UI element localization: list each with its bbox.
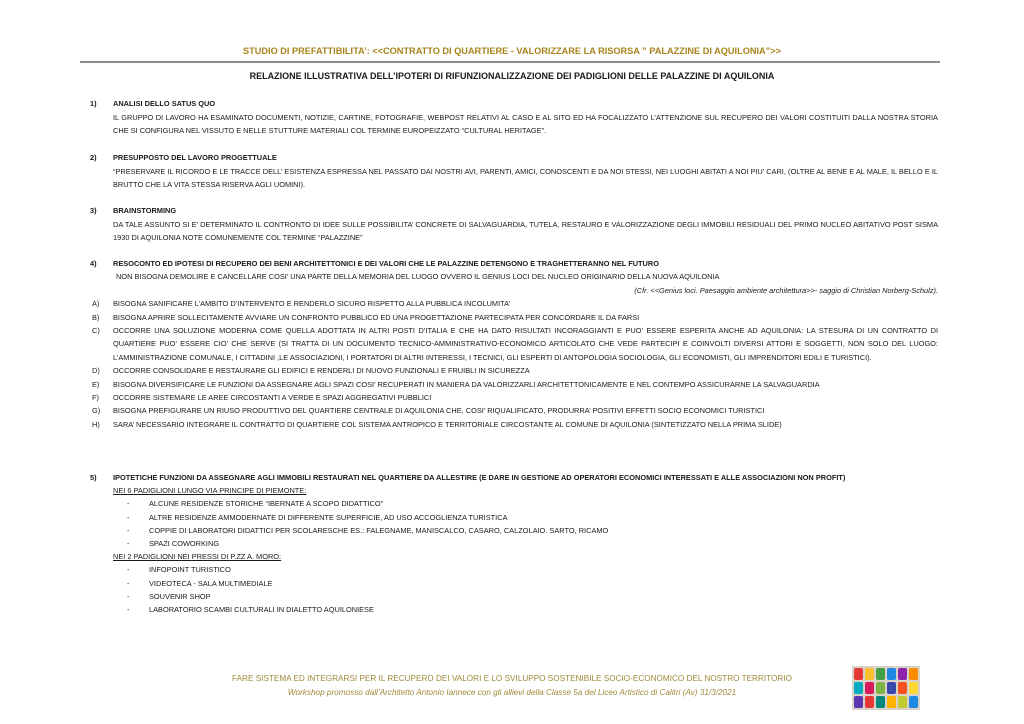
section-number: 4) [90, 259, 97, 268]
list-item [90, 364, 938, 377]
list-item [90, 311, 938, 324]
list-item [90, 577, 938, 590]
puzzle-piece [865, 668, 874, 680]
puzzle-piece [876, 682, 885, 694]
list-item [90, 590, 938, 603]
item-marker: E) [92, 379, 100, 389]
item-text: ALTRE RESIDENZE AMMODERNATE DI DIFFERENTE SUPERFICIE, AD USO ACCOGLIENZA TURISTICA [149, 512, 508, 522]
item-marker: C) [92, 326, 100, 336]
section-heading: BRAINSTORMING [113, 206, 177, 215]
document-subtitle: RELAZIONE ILLUSTRATIVA DELL’IPOTERI DI RIFUNZIONALIZZAZIONE DEI PADIGLIONI DELLE PALAZZINE DI AQUILONIA [249, 71, 775, 81]
list-item [90, 297, 938, 310]
puzzle-piece [887, 682, 896, 694]
section-1 [90, 97, 938, 138]
puzzle-piece [876, 696, 885, 708]
item-marker: D) [92, 366, 100, 376]
footer-slogan: FARE SISTEMA ED INTEGRARSI PER IL RECUPERO DEI VALORI E LO SVILUPPO SOSTENIBILE SOCIO-ECONOMICO DEL NOSTRO TERRITORIO [232, 674, 792, 683]
puzzle-piece [854, 682, 863, 694]
section-heading: PRESUPPOSTO DEL LAVORO PROGETTUALE [113, 153, 277, 162]
section-heading: ANALISI DELLO SATUS QUO [113, 99, 216, 108]
item-text: BISOGNA DIVERSIFICARE LE FUNZIONI DA ASSEGNARE AGLI SPAZI COSI’ RECUPERATI IN MANIERA DA VALORIZZARLI ARCHITETTONICAMENTE E NEL CONTEMPO ASSICURARNE LA SALVAGUARDIA [113, 379, 820, 389]
section-body: “PRESERVARE IL RICORDO E LE TRACCE DELL’ ESISTENZA ESPRESSA NEL PASSATO DAI NOSTRI AVI, PARENTI, AMICI, CONOSCENTI E DA NOI STESSI, NEI LUOGHI ABITATI A NOI PIU’ CARI, (OLTRE AL BENE E AL MALE, IL BELLO E IL BRUTTO CHE LA VITA STESSA RISERVA AGLI UOMINI). [113, 166, 938, 190]
dash-bullet: - [127, 578, 130, 588]
section-body: IL GRUPPO DI LAVORO HA ESAMINATO DOCUMENTI, NOTIZIE, CARTINE, FOTOGRAFIE, WEBPOST RELATIVI AL CASO E AL SITO ED HA FOCALIZZATO L’ATTENZIONE SUL RECUPERO DEI VALORI COSTITUITI DALLA NOSTRA STORIA CHE SI CONFIGURA NEL VISSUTO E NELLE STUTTURE MATERIALI COL TERMINE EUROPEIZZATO “CULTURAL HERITAGE”. [113, 112, 938, 136]
item-marker: F) [92, 393, 99, 403]
footer-credits: Workshop promosso dall’Architetto Antonio Iannece con gli allievi della Classe 5a del Liceo Artistico di Calitri (Av) 31/3/2021 [287, 688, 737, 697]
item-text: COPPIE DI LABORATORI DIDATTICI PER SCOLARESCHE ES.: FALEGNAME, MANISCALCO, CASARO, CALZOLAIO. SARTO, RICAMO [149, 525, 609, 535]
item-text: BISOGNA APRIRE SOLLECITAMENTE AVVIARE UN CONFRONTO PUBBLICO ED UNA PROGETTAZIONE PARTECIPATA PER CONCORDARE IL DA FARSI [113, 312, 640, 322]
section-number: 1) [90, 99, 97, 108]
puzzle-piece [854, 696, 863, 708]
section-4 [90, 257, 938, 431]
group-title: NEI 2 PADIGLIONI NEI PRESSI DI P.ZZ A. MORO: [113, 552, 282, 562]
function-groups [90, 484, 938, 616]
item-marker: G) [92, 406, 101, 416]
puzzle-piece [909, 696, 918, 708]
item-text: INFOPOINT TURISTICO [149, 565, 231, 575]
item-text: BISOGNA PREFIGURARE UN RIUSO PRODUTTIVO DEL QUARTIERE CENTRALE DI AQUILONIA CHE, COSI’ RIQUALIFICATO, PRODURRA’ POSITIVI EFFETTI SOCIO ECONOMICI TURISTICI [113, 406, 765, 416]
item-text: BISOGNA SANIFICARE L’AMBITO D’INTERVENTO E RENDERLO SICURO RISPETTO ALLA PUBBLICA INCOLUMITA’ [113, 299, 511, 309]
list-item [90, 537, 938, 550]
item-text: OCCORRE UNA SOLUZIONE MODERNA COME QUELLA ADOTTATA IN ALTRI POSTI D’ITALIA E CHE HA DATO RISULTATI INCORAGGIANTI E PUO’ ESSERE ESPERITA ANCHE AD AQUILONIA: LA STESURA DI UN CONTRATTO DI QUARTIERE PUO’ ESSERE CIO’ CHE SERVE (SI TRATTA DI UN DOCUMENTO TECNICO-AMMINISTRATIVO-ECONOMICO ARTICOLATO CHE VEDE PARTECIPI E COINVOLTI DIVERSI ATTORI E SOGGETTI, NON SOLO DEL LUOGO: L’AMMINISTRAZIONE COMUNALE, I CITTADINI ,LE ASSOCIAZIONI, I PORTATORI DI ALTRI INTERESSI, I TECNICI, GLI ESPERTI DI ANTOPOLOGIA SOCIOLOGIA, GLI ECONOMISTI, GLI IMPRENDITORI EDILI E TURISTICI). [113, 326, 938, 362]
puzzle-piece [876, 668, 885, 680]
item-text: LABORATORIO SCAMBI CULTURALI IN DIALETTO AQUILONIESE [149, 605, 374, 615]
dash-bullet: - [127, 565, 130, 575]
dash-bullet: - [127, 499, 130, 509]
recommendation-list [90, 297, 938, 431]
list-item [90, 563, 938, 576]
dash-bullet: - [127, 539, 130, 549]
section-body: DA TALE ASSUNTO SI E’ DETERMINATO IL CONTRONTO DI IDEE SULLE POSSIBILITA’ CONCRETE DI SALVAGUARDIA, TUTELA, RESTAURO E VALORIZZAZIONE DEGLI IMMOBILI RESIDUALI DEL PRIMO NUCLEO ABITATIVO POST SISMA 1930 DI AQUILONIA NOTE COMUNEMENTE COL TERMINE “PALAZZINE” [113, 219, 938, 243]
item-text: SPAZI COWORKING [149, 539, 220, 549]
citation: (Cfr. <<Genius loci. Paesaggio ambiente architettura>>- saggio di Christian Norberg-Schulz). [634, 285, 938, 295]
section-heading: RESOCONTO ED IPOTESI DI RECUPERO DEI BENI ARCHITETTONICI E DEI VALORI CHE LE PALAZZINE DETENGONO E TRAGHETTERANNO NEL FUTURO [113, 259, 659, 268]
section-number: 2) [90, 153, 97, 162]
puzzle-piece [865, 696, 874, 708]
section-2 [90, 151, 938, 192]
list-item [90, 378, 938, 391]
section-3 [90, 204, 938, 245]
dash-bullet: - [127, 591, 130, 601]
item-text: VIDEOTECA - SALA MULTIMEDIALE [149, 578, 273, 588]
section-number: 3) [90, 206, 97, 215]
puzzle-piece [854, 668, 863, 680]
puzzle-logo-image [852, 666, 920, 710]
header-divider [80, 61, 940, 63]
section-heading: IPOTETICHE FUNZIONI DA ASSEGNARE AGLI IMMOBILI RESTAURATI NEL QUARTIERE DA ALLESTIRE (E DARE IN GESTIONE AD OPERATORI ECONOMICI INTERESSATI E ALLE ASSOCIAZIONI NON PROFIT) [113, 473, 846, 482]
list-item [90, 404, 938, 417]
dash-bullet: - [127, 525, 130, 535]
document-header-title: STUDIO DI PREFATTIBILITA’: <<CONTRATTO DI QUARTIERE - VALORIZZARE LA RISORSA ” PALAZZINE DI AQUILONIA”>> [243, 46, 781, 56]
puzzle-piece [887, 696, 896, 708]
item-text: OCCORRE CONSOLIDARE E RESTAURARE GLI EDIFICI E RENDERLI DI NUOVO FUNZIONALI E FRUIBLI IN SICUREZZA [113, 366, 530, 376]
puzzle-piece [898, 696, 907, 708]
group-title: NEI 6 PADIGLIONI LUNGO VIA PRINCIPE DI PIEMONTE: [113, 486, 307, 496]
list-item [90, 324, 938, 364]
section-body: NON BISOGNA DEMOLIRE E CANCELLARE COSI’ UNA PARTE DELLA MEMORIA DEL LUOGO OVVERO IL GENIUS LOCI DEL NUCLEO ORIGINARIO DELLA NUOVA AQUILONIA [116, 272, 720, 282]
item-text: ALCUNE RESIDENZE STORICHE “IBERNATE A SCOPO DIDATTICO” [149, 499, 384, 509]
item-text: SOUVENIR SHOP [149, 591, 211, 601]
item-marker: A) [92, 299, 100, 309]
puzzle-piece [909, 668, 918, 680]
list-item [90, 391, 938, 404]
list-item [90, 418, 938, 431]
puzzle-piece [887, 668, 896, 680]
item-marker: B) [92, 312, 100, 322]
puzzle-piece [865, 682, 874, 694]
section-5 [90, 471, 938, 616]
item-text: OCCORRE SISTEMARE LE AREE CIRCOSTANTI A VERDE E SPAZI AGGREGATIVI PUBBLICI [113, 393, 432, 403]
list-item [90, 524, 938, 537]
puzzle-piece [898, 682, 907, 694]
list-item [90, 497, 938, 510]
puzzle-piece [898, 668, 907, 680]
item-marker: H) [92, 419, 100, 429]
list-item [90, 511, 938, 524]
puzzle-piece [909, 682, 918, 694]
list-item [90, 603, 938, 616]
dash-bullet: - [127, 512, 130, 522]
section-number: 5) [90, 473, 97, 482]
dash-bullet: - [127, 605, 130, 615]
item-text: SARA’ NECESSARIO INTEGRARE IL CONTRATTO DI QUARTIERE COL SISTEMA ANTROPICO E TERRITORIALE CIRCOSTANTE AL COMUNE DI AQUILONIA (SINTETIZZATO NELLA PRIMA SLIDE) [113, 419, 782, 429]
